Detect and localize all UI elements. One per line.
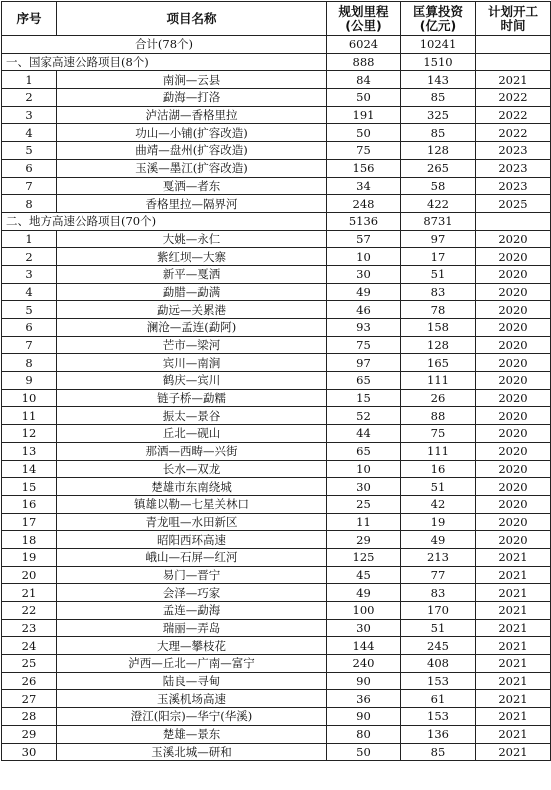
- row-mileage: 15: [327, 389, 401, 407]
- section-row: [2, 53, 551, 71]
- row-investment: 75: [401, 425, 476, 443]
- row-investment: 83: [401, 584, 476, 602]
- table-row: [2, 672, 551, 690]
- row-no: 20: [2, 566, 57, 584]
- row-mileage: 80: [327, 725, 401, 743]
- table-row: [2, 336, 551, 354]
- row-mileage: 75: [327, 336, 401, 354]
- table-row: [2, 159, 551, 177]
- row-name: 青龙咀—水田新区: [57, 513, 327, 531]
- row-no: 1: [2, 71, 57, 89]
- table-row: [2, 319, 551, 337]
- row-start: 2020: [476, 301, 551, 319]
- row-no: 29: [2, 725, 57, 743]
- row-investment: 111: [401, 442, 476, 460]
- row-name: 功山—小铺(扩容改造): [57, 124, 327, 142]
- row-investment: 97: [401, 230, 476, 248]
- row-investment: 61: [401, 690, 476, 708]
- row-mileage: 75: [327, 142, 401, 160]
- row-mileage: 93: [327, 319, 401, 337]
- row-no: 24: [2, 637, 57, 655]
- table-row: [2, 442, 551, 460]
- row-name: 玉溪—墨江(扩容改造): [57, 159, 327, 177]
- row-start: 2020: [476, 354, 551, 372]
- row-mileage: 97: [327, 354, 401, 372]
- row-no: 30: [2, 743, 57, 761]
- row-name: 那洒—西畴—兴街: [57, 442, 327, 460]
- row-investment: 143: [401, 71, 476, 89]
- row-investment: 213: [401, 548, 476, 566]
- row-no: 4: [2, 283, 57, 301]
- table-row: [2, 89, 551, 107]
- row-name: 大姚—永仁: [57, 230, 327, 248]
- table-row: [2, 584, 551, 602]
- row-start: 2020: [476, 407, 551, 425]
- row-start: 2021: [476, 672, 551, 690]
- row-mileage: 240: [327, 655, 401, 673]
- total-label: 合计(78个): [2, 36, 327, 54]
- header-investment: 匡算投资 (亿元): [401, 2, 476, 36]
- row-start: 2021: [476, 637, 551, 655]
- row-mileage: 84: [327, 71, 401, 89]
- row-investment: 158: [401, 319, 476, 337]
- row-investment: 83: [401, 283, 476, 301]
- table-row: [2, 195, 551, 213]
- row-mileage: 100: [327, 602, 401, 620]
- row-start: 2021: [476, 566, 551, 584]
- row-name: 楚雄市东南绕城: [57, 478, 327, 496]
- row-no: 10: [2, 389, 57, 407]
- row-name: 楚雄—景东: [57, 725, 327, 743]
- row-start: 2020: [476, 389, 551, 407]
- header-mileage: 规划里程 (公里): [327, 2, 401, 36]
- row-name: 丘北—砚山: [57, 425, 327, 443]
- row-start: 2020: [476, 265, 551, 283]
- row-start: 2025: [476, 195, 551, 213]
- row-start: 2021: [476, 548, 551, 566]
- row-investment: 85: [401, 89, 476, 107]
- table-row: [2, 283, 551, 301]
- row-investment: 51: [401, 619, 476, 637]
- row-start: 2021: [476, 725, 551, 743]
- row-name: 新平—戛洒: [57, 265, 327, 283]
- table-row: [2, 495, 551, 513]
- row-investment: 16: [401, 460, 476, 478]
- row-mileage: 10: [327, 460, 401, 478]
- row-start: 2021: [476, 619, 551, 637]
- table-row: [2, 725, 551, 743]
- highway-projects-table: [1, 1, 551, 761]
- row-investment: 77: [401, 566, 476, 584]
- row-no: 17: [2, 513, 57, 531]
- row-start: 2020: [476, 460, 551, 478]
- row-start: 2021: [476, 690, 551, 708]
- table-row: [2, 531, 551, 549]
- table-row: [2, 354, 551, 372]
- row-no: 2: [2, 89, 57, 107]
- row-investment: 422: [401, 195, 476, 213]
- row-no: 11: [2, 407, 57, 425]
- row-no: 2: [2, 248, 57, 266]
- row-investment: 42: [401, 495, 476, 513]
- row-start: 2021: [476, 655, 551, 673]
- row-no: 13: [2, 442, 57, 460]
- row-investment: 136: [401, 725, 476, 743]
- row-start: 2021: [476, 708, 551, 726]
- row-investment: 165: [401, 354, 476, 372]
- row-name: 戛洒—者东: [57, 177, 327, 195]
- row-start: 2022: [476, 106, 551, 124]
- total-row: [2, 36, 551, 54]
- row-no: 19: [2, 548, 57, 566]
- row-no: 5: [2, 301, 57, 319]
- row-name: 大理—攀枝花: [57, 637, 327, 655]
- row-no: 23: [2, 619, 57, 637]
- row-start: 2020: [476, 531, 551, 549]
- table-row: [2, 301, 551, 319]
- row-investment: 153: [401, 672, 476, 690]
- row-name: 链子桥—勐糯: [57, 389, 327, 407]
- row-mileage: 46: [327, 301, 401, 319]
- table-row: [2, 389, 551, 407]
- row-start: 2023: [476, 159, 551, 177]
- row-no: 15: [2, 478, 57, 496]
- row-mileage: 144: [327, 637, 401, 655]
- row-name: 南涧—云县: [57, 71, 327, 89]
- row-no: 8: [2, 195, 57, 213]
- row-mileage: 52: [327, 407, 401, 425]
- row-start: 2020: [476, 425, 551, 443]
- row-name: 曲靖—盘州(扩容改造): [57, 142, 327, 160]
- table-row: [2, 372, 551, 390]
- row-no: 3: [2, 106, 57, 124]
- row-mileage: 11: [327, 513, 401, 531]
- row-no: 22: [2, 602, 57, 620]
- row-mileage: 50: [327, 124, 401, 142]
- section-investment: 1510: [401, 53, 476, 71]
- section-row: [2, 212, 551, 230]
- row-no: 26: [2, 672, 57, 690]
- row-start: 2023: [476, 177, 551, 195]
- row-no: 16: [2, 495, 57, 513]
- row-mileage: 25: [327, 495, 401, 513]
- table-row: [2, 425, 551, 443]
- row-name: 勐海—打洛: [57, 89, 327, 107]
- row-start: 2021: [476, 71, 551, 89]
- table-row: [2, 708, 551, 726]
- row-mileage: 10: [327, 248, 401, 266]
- total-investment: 10241: [401, 36, 476, 54]
- row-start: 2023: [476, 142, 551, 160]
- header-seq: 序号: [2, 2, 57, 36]
- table-row: [2, 248, 551, 266]
- row-investment: 51: [401, 478, 476, 496]
- table-row: [2, 690, 551, 708]
- row-no: 1: [2, 230, 57, 248]
- row-start: 2020: [476, 336, 551, 354]
- row-no: 6: [2, 319, 57, 337]
- row-mileage: 156: [327, 159, 401, 177]
- row-start: 2021: [476, 602, 551, 620]
- row-investment: 49: [401, 531, 476, 549]
- row-start: 2020: [476, 495, 551, 513]
- row-no: 14: [2, 460, 57, 478]
- header-start: 计划开工 时间: [476, 2, 551, 36]
- row-investment: 17: [401, 248, 476, 266]
- table-row: [2, 124, 551, 142]
- row-investment: 245: [401, 637, 476, 655]
- table-row: [2, 602, 551, 620]
- row-investment: 111: [401, 372, 476, 390]
- row-investment: 153: [401, 708, 476, 726]
- row-no: 28: [2, 708, 57, 726]
- table-row: [2, 106, 551, 124]
- table-row: [2, 460, 551, 478]
- row-no: 7: [2, 336, 57, 354]
- row-name: 陆良—寻甸: [57, 672, 327, 690]
- row-no: 7: [2, 177, 57, 195]
- table-row: [2, 566, 551, 584]
- row-no: 18: [2, 531, 57, 549]
- section-title: 二、地方高速公路项目(70个): [2, 212, 327, 230]
- row-name: 孟连—勐海: [57, 602, 327, 620]
- table-row: [2, 478, 551, 496]
- section-title: 一、国家高速公路项目(8个): [2, 53, 327, 71]
- row-no: 5: [2, 142, 57, 160]
- row-start: 2020: [476, 230, 551, 248]
- table-row: [2, 637, 551, 655]
- table-row: [2, 619, 551, 637]
- row-investment: 78: [401, 301, 476, 319]
- table-row: [2, 265, 551, 283]
- section-start: [476, 53, 551, 71]
- table-row: [2, 407, 551, 425]
- row-mileage: 65: [327, 442, 401, 460]
- table-row: [2, 655, 551, 673]
- row-no: 21: [2, 584, 57, 602]
- row-investment: 19: [401, 513, 476, 531]
- row-no: 4: [2, 124, 57, 142]
- row-start: 2021: [476, 743, 551, 761]
- table-row: [2, 177, 551, 195]
- section-start: [476, 212, 551, 230]
- row-name: 易门—晋宁: [57, 566, 327, 584]
- row-name: 振太—景谷: [57, 407, 327, 425]
- table-row: [2, 513, 551, 531]
- table-row: [2, 71, 551, 89]
- row-name: 泸西—丘北—广南—富宁: [57, 655, 327, 673]
- row-mileage: 191: [327, 106, 401, 124]
- row-investment: 408: [401, 655, 476, 673]
- section-mileage: 888: [327, 53, 401, 71]
- row-start: 2020: [476, 513, 551, 531]
- row-mileage: 50: [327, 89, 401, 107]
- row-mileage: 30: [327, 265, 401, 283]
- row-no: 9: [2, 372, 57, 390]
- row-no: 12: [2, 425, 57, 443]
- row-start: 2022: [476, 89, 551, 107]
- row-mileage: 34: [327, 177, 401, 195]
- row-mileage: 29: [327, 531, 401, 549]
- table-row: [2, 743, 551, 761]
- row-no: 27: [2, 690, 57, 708]
- row-mileage: 49: [327, 283, 401, 301]
- row-investment: 51: [401, 265, 476, 283]
- row-mileage: 65: [327, 372, 401, 390]
- row-investment: 265: [401, 159, 476, 177]
- row-investment: 85: [401, 743, 476, 761]
- row-investment: 58: [401, 177, 476, 195]
- row-name: 紫红坝—大寨: [57, 248, 327, 266]
- row-name: 昭阳西环高速: [57, 531, 327, 549]
- row-name: 长水—双龙: [57, 460, 327, 478]
- row-no: 8: [2, 354, 57, 372]
- row-name: 勐远—关累港: [57, 301, 327, 319]
- row-mileage: 49: [327, 584, 401, 602]
- header-name: 项目名称: [57, 2, 327, 36]
- total-mileage: 6024: [327, 36, 401, 54]
- row-name: 香格里拉—隔界河: [57, 195, 327, 213]
- row-mileage: 125: [327, 548, 401, 566]
- row-name: 泸沽湖—香格里拉: [57, 106, 327, 124]
- row-mileage: 45: [327, 566, 401, 584]
- row-investment: 85: [401, 124, 476, 142]
- table-row: [2, 230, 551, 248]
- row-name: 澜沧—孟连(勐阿): [57, 319, 327, 337]
- row-name: 瑞丽—弄岛: [57, 619, 327, 637]
- section-mileage: 5136: [327, 212, 401, 230]
- row-start: 2022: [476, 124, 551, 142]
- total-start: [476, 36, 551, 54]
- row-name: 镇雄以勒—七星关林口: [57, 495, 327, 513]
- row-investment: 170: [401, 602, 476, 620]
- row-start: 2020: [476, 248, 551, 266]
- row-name: 会泽—巧家: [57, 584, 327, 602]
- row-mileage: 90: [327, 708, 401, 726]
- row-start: 2021: [476, 584, 551, 602]
- table-row: [2, 548, 551, 566]
- row-mileage: 57: [327, 230, 401, 248]
- row-no: 6: [2, 159, 57, 177]
- row-no: 25: [2, 655, 57, 673]
- row-mileage: 50: [327, 743, 401, 761]
- row-mileage: 30: [327, 478, 401, 496]
- row-name: 峨山—石屏—红河: [57, 548, 327, 566]
- row-mileage: 248: [327, 195, 401, 213]
- row-name: 澄江(阳宗)—华宁(华溪): [57, 708, 327, 726]
- row-mileage: 36: [327, 690, 401, 708]
- row-name: 鹤庆—宾川: [57, 372, 327, 390]
- row-investment: 128: [401, 142, 476, 160]
- row-start: 2020: [476, 478, 551, 496]
- row-name: 勐腊—勐满: [57, 283, 327, 301]
- row-mileage: 44: [327, 425, 401, 443]
- row-name: 玉溪机场高速: [57, 690, 327, 708]
- row-no: 3: [2, 265, 57, 283]
- row-name: 芒市—梁河: [57, 336, 327, 354]
- row-investment: 325: [401, 106, 476, 124]
- table-row: [2, 142, 551, 160]
- row-mileage: 30: [327, 619, 401, 637]
- row-start: 2020: [476, 319, 551, 337]
- row-investment: 26: [401, 389, 476, 407]
- section-investment: 8731: [401, 212, 476, 230]
- row-mileage: 90: [327, 672, 401, 690]
- row-start: 2020: [476, 442, 551, 460]
- table-header-row: [2, 2, 551, 36]
- row-investment: 128: [401, 336, 476, 354]
- row-name: 玉溪北城—研和: [57, 743, 327, 761]
- row-name: 宾川—南涧: [57, 354, 327, 372]
- row-investment: 88: [401, 407, 476, 425]
- row-start: 2020: [476, 372, 551, 390]
- row-start: 2020: [476, 283, 551, 301]
